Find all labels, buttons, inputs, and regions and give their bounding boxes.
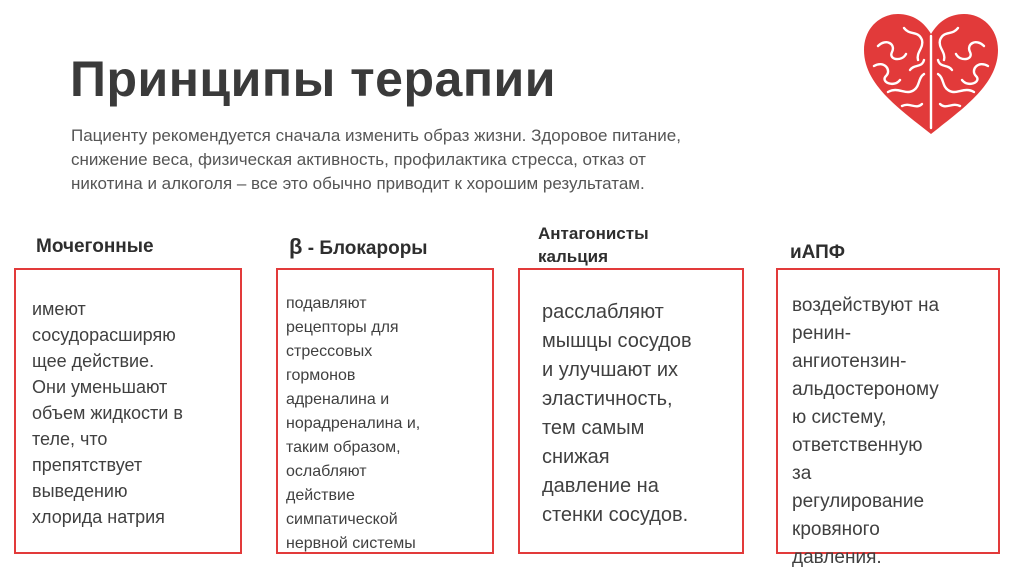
beta-blockers-heading-text: - Блокароры xyxy=(302,238,428,259)
ace-inhibitors-text: воздействуют на ренин- ангиотензин- альдостероному ю систему, ответственную за регулирование кровяного давления. xyxy=(792,295,940,568)
calcium-antagonists-heading: Антагонисты кальция xyxy=(538,224,649,266)
diuretics-heading: Мочегонные xyxy=(36,236,154,257)
diuretics-text: имеют сосудорасширяю щее действие. Они уменьшают объем жидкости в теле, что препятствует выведению хлорида натрия xyxy=(32,299,183,527)
ace-inhibitors-heading: иАПФ xyxy=(790,242,846,263)
page-title: Принципы терапии xyxy=(70,51,557,107)
beta-blockers-box xyxy=(276,268,494,554)
diuretics-box xyxy=(14,268,242,554)
beta-blockers-text: подавляют рецепторы для стрессовых гормонов адреналина и норадреналина и, таким образом, ослабляют действие симпатической нервной системы xyxy=(286,295,421,552)
beta-blockers-heading xyxy=(289,234,428,260)
heart-brain-icon xyxy=(858,10,1004,138)
intro-text: Пациенту рекомендуется сначала изменить образ жизни. Здоровое питание, снижение веса, физическая активность, профилактика стресса, отказ от никотина и алкоголя – все это обычно приводит к хорошим результатам. xyxy=(71,126,681,193)
beta-symbol: β xyxy=(289,234,303,259)
calcium-antagonists-box xyxy=(518,268,744,554)
ace-inhibitors-box xyxy=(776,268,1000,568)
calcium-antagonists-text: расслабляют мышцы сосудов и улучшают их эластичность, тем самым снижая давление на стенки сосудов. xyxy=(542,301,692,526)
